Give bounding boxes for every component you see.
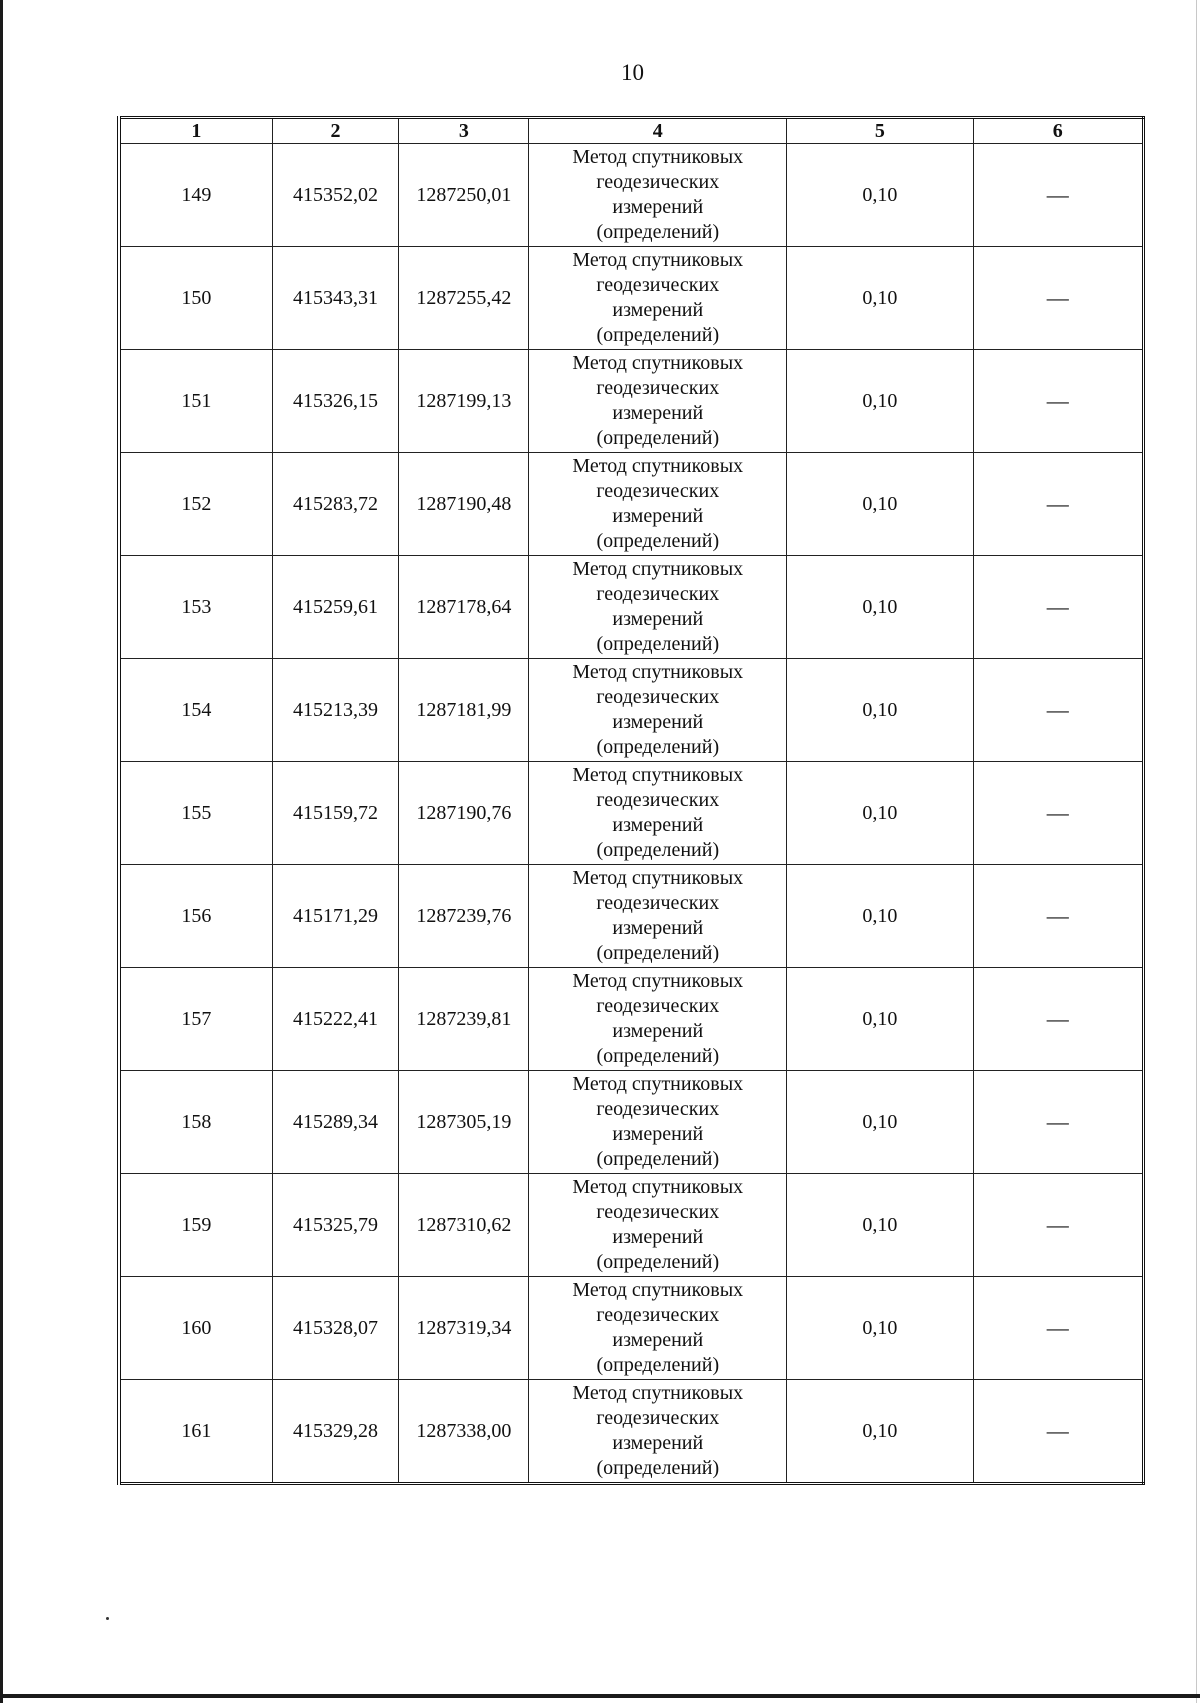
point-number: 150 [119,247,272,350]
note-dash: — [973,453,1143,556]
accuracy-value: 0,10 [787,1380,973,1484]
accuracy-value: 0,10 [787,1277,973,1380]
method-line: измерений [612,608,704,630]
method-cell [529,1174,787,1277]
header-col-5: 5 [787,118,973,144]
coordinate-y: 1287239,81 [399,968,529,1071]
method-line: измерений [612,814,704,836]
method-line: Метод спутниковых [572,1279,744,1301]
table-row [119,556,1144,659]
method-line: Метод спутниковых [572,867,744,889]
accuracy-value: 0,10 [787,556,973,659]
header-col-3: 3 [399,118,529,144]
method-line: (определений) [596,530,720,552]
table-body [119,144,1144,1484]
note-dash: — [973,247,1143,350]
method-line: геодезических [596,1201,720,1223]
method-line: измерений [612,1123,704,1145]
table-row [119,453,1144,556]
method-cell [529,1380,787,1484]
accuracy-value: 0,10 [787,453,973,556]
point-number: 161 [119,1380,272,1484]
table-row [119,1071,1144,1174]
method-line: геодезических [596,274,720,296]
note-dash: — [973,865,1143,968]
coordinate-y: 1287338,00 [399,1380,529,1484]
header-row [119,118,1144,144]
table-header [119,118,1144,144]
note-dash: — [973,762,1143,865]
coordinate-x: 415325,79 [272,1174,398,1277]
accuracy-value: 0,10 [787,762,973,865]
note-dash: — [973,144,1143,247]
method-line: геодезических [596,171,720,193]
note-dash: — [973,1174,1143,1277]
header-col-6: 6 [973,118,1143,144]
method-line: геодезических [596,686,720,708]
note-dash: — [973,1380,1143,1484]
coordinate-x: 415343,31 [272,247,398,350]
scan-edge-bottom [0,1694,1200,1698]
coordinate-x: 415283,72 [272,453,398,556]
header-col-2: 2 [272,118,398,144]
method-line: Метод спутниковых [572,1382,744,1404]
coordinates-table [117,116,1145,1485]
point-number: 154 [119,659,272,762]
method-cell [529,247,787,350]
method-line: геодезических [596,892,720,914]
coordinate-y: 1287255,42 [399,247,529,350]
point-number: 155 [119,762,272,865]
accuracy-value: 0,10 [787,144,973,247]
point-number: 153 [119,556,272,659]
coordinate-x: 415289,34 [272,1071,398,1174]
coordinate-x: 415326,15 [272,350,398,453]
accuracy-value: 0,10 [787,1071,973,1174]
method-line: Метод спутниковых [572,764,744,786]
method-line: геодезических [596,1407,720,1429]
method-line: измерений [612,1020,704,1042]
coordinate-y: 1287190,48 [399,453,529,556]
method-line: измерений [612,1432,704,1454]
method-cell [529,556,787,659]
method-line: Метод спутниковых [572,455,744,477]
coordinate-x: 415171,29 [272,865,398,968]
method-line: (определений) [596,633,720,655]
method-line: измерений [612,1226,704,1248]
coordinate-y: 1287199,13 [399,350,529,453]
method-cell [529,968,787,1071]
table-row [119,1174,1144,1277]
method-line: измерений [612,1329,704,1351]
coordinate-x: 415352,02 [272,144,398,247]
point-number: 152 [119,453,272,556]
point-number: 151 [119,350,272,453]
method-line: (определений) [596,942,720,964]
accuracy-value: 0,10 [787,350,973,453]
scan-dot [106,1617,109,1620]
method-line: геодезических [596,1098,720,1120]
method-line: (определений) [596,1148,720,1170]
method-line: Метод спутниковых [572,558,744,580]
method-line: измерений [612,299,704,321]
header-col-1: 1 [119,118,272,144]
coordinate-y: 1287190,76 [399,762,529,865]
method-line: (определений) [596,1251,720,1273]
method-line: (определений) [596,1457,720,1479]
method-line: геодезических [596,1304,720,1326]
method-line: геодезических [596,377,720,399]
table-row [119,968,1144,1071]
page-number: 10 [621,60,644,85]
method-line: геодезических [596,480,720,502]
accuracy-value: 0,10 [787,1174,973,1277]
table-row [119,1277,1144,1380]
note-dash: — [973,350,1143,453]
method-line: Метод спутниковых [572,249,744,271]
point-number: 156 [119,865,272,968]
coordinate-x: 415328,07 [272,1277,398,1380]
method-line: (определений) [596,1045,720,1067]
coordinate-x: 415159,72 [272,762,398,865]
method-line: геодезических [596,583,720,605]
coordinate-y: 1287239,76 [399,865,529,968]
method-line: геодезических [596,995,720,1017]
table-row [119,1380,1144,1484]
method-cell [529,144,787,247]
note-dash: — [973,1277,1143,1380]
method-cell [529,762,787,865]
point-number: 160 [119,1277,272,1380]
table-row [119,865,1144,968]
method-line: (определений) [596,839,720,861]
method-line: измерений [612,196,704,218]
method-line: измерений [612,917,704,939]
note-dash: — [973,659,1143,762]
table-row [119,144,1144,247]
coordinate-x: 415259,61 [272,556,398,659]
coordinate-y: 1287181,99 [399,659,529,762]
method-line: Метод спутниковых [572,970,744,992]
method-line: измерений [612,402,704,424]
accuracy-value: 0,10 [787,865,973,968]
coordinate-y: 1287305,19 [399,1071,529,1174]
method-line: (определений) [596,324,720,346]
method-cell [529,659,787,762]
point-number: 158 [119,1071,272,1174]
method-line: геодезических [596,789,720,811]
coordinate-x: 415213,39 [272,659,398,762]
coordinate-x: 415329,28 [272,1380,398,1484]
coordinate-y: 1287319,34 [399,1277,529,1380]
point-number: 159 [119,1174,272,1277]
method-cell [529,1277,787,1380]
note-dash: — [973,556,1143,659]
method-line: Метод спутниковых [572,661,744,683]
method-line: Метод спутниковых [572,1073,744,1095]
method-cell [529,350,787,453]
coordinate-y: 1287178,64 [399,556,529,659]
scan-edge-right [1196,0,1197,1703]
coordinate-y: 1287310,62 [399,1174,529,1277]
note-dash: — [973,968,1143,1071]
point-number: 157 [119,968,272,1071]
method-line: измерений [612,711,704,733]
note-dash: — [973,1071,1143,1174]
method-line: (определений) [596,427,720,449]
coordinate-x: 415222,41 [272,968,398,1071]
method-line: Метод спутниковых [572,146,744,168]
table-row [119,350,1144,453]
header-col-4: 4 [529,118,787,144]
method-cell [529,865,787,968]
method-line: (определений) [596,1354,720,1376]
accuracy-value: 0,10 [787,659,973,762]
method-line: Метод спутниковых [572,1176,744,1198]
coordinate-y: 1287250,01 [399,144,529,247]
scan-edge-left [0,0,3,1703]
method-line: (определений) [596,221,720,243]
method-cell [529,453,787,556]
accuracy-value: 0,10 [787,968,973,1071]
table-row [119,247,1144,350]
method-line: (определений) [596,736,720,758]
table-row [119,762,1144,865]
method-line: Метод спутниковых [572,352,744,374]
method-cell [529,1071,787,1174]
table-row [119,659,1144,762]
method-line: измерений [612,505,704,527]
accuracy-value: 0,10 [787,247,973,350]
point-number: 149 [119,144,272,247]
